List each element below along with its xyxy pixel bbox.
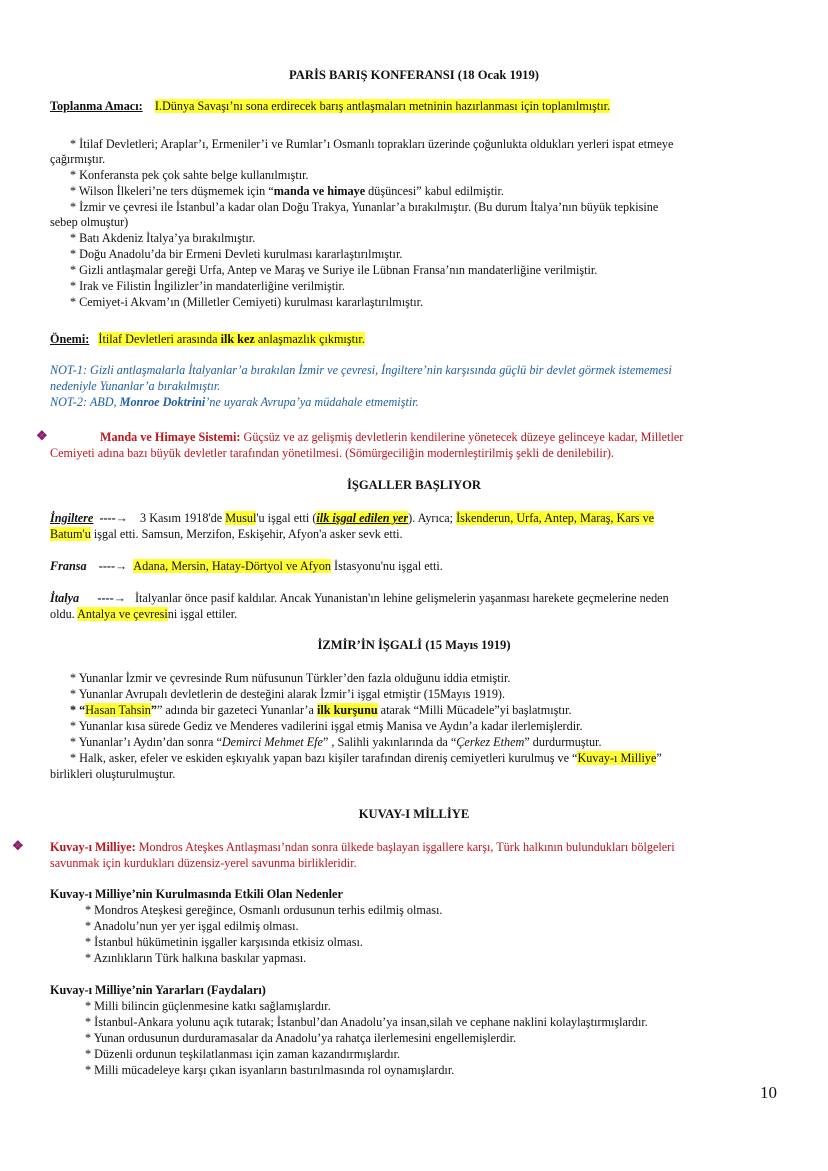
arrow-icon: ----→ xyxy=(98,559,128,573)
italya-line-1: İtalya ----→ İtalyanlar önce pasif kaldılar. Ancak Yunanistan'ın lehine gelişmelerin yaşanması harekete geçmelerine neden xyxy=(50,591,669,605)
not2-bold: Monroe Doktrini xyxy=(119,395,206,409)
b3-bold: manda ve himaye xyxy=(273,184,366,198)
yarar-4: * Düzenli ordunun teşkilatlanması için zaman kazandırmışlardır. xyxy=(85,1047,401,1061)
title-izmir: İZMİR’İN İŞGALİ (15 Mayıs 1919) xyxy=(317,638,511,652)
neden-3: * İstanbul hükümetinin işgaller karşısında etkisiz olması. xyxy=(85,935,363,949)
izmir-4: * Yunanlar kısa sürede Gediz ve Menderes vadilerini işgal etmiş Manisa ve Aydın’a kadar ilerlemişlerdir. xyxy=(70,719,583,733)
onem-text: İtilaf Devletleri arasında ilk kez anlaşmazlık çıkmıştır. xyxy=(98,332,365,346)
kuvay-hl: Kuvay-ı Milliye xyxy=(577,751,657,765)
izmir-3: * “Hasan Tahsin”” adında bir gazeteci Yunanlar’a ilk kurşunu atarak “Milli Mücadele”yi başlatmıştır. xyxy=(70,703,572,717)
amac-label: Toplanma Amacı: xyxy=(50,99,143,113)
yarar-1: * Milli bilincin güçlenmesine katkı sağlamışlardır. xyxy=(85,999,331,1013)
fransa-places-hl: Adana, Mersin, Hatay-Dörtyol ve Afyon xyxy=(133,559,331,573)
italya-label: İtalya xyxy=(50,591,80,605)
kuvay-def-a: Kuvay-ı Milliye: Mondros Ateşkes Antlaşması’ndan sonra ülkede başlayan işgallere karşı, Türk halkının bulundukları bölgeleri xyxy=(50,840,675,854)
onem-line xyxy=(50,332,365,347)
ingiltere-line-2: Batum'u işgal etti. Samsun, Merzifon, Eskişehir, Afyon'a asker sevk etti. xyxy=(50,527,403,541)
bullet-1b: çağırmıştır. xyxy=(50,152,106,166)
ingiltere-line-1: İngiltere ----→ 3 Kasım 1918'de Musul'u işgal etti (ilk işgal edilen yer). Ayrıca; İskenderun, Urfa, Antep, Maraş, Kars ve xyxy=(50,511,655,525)
neden-1: * Mondros Ateşkesi gereğince, Osmanlı ordusunun terhis edilmiş olması. xyxy=(85,903,443,917)
antalya-hl: Antalya ve çevresi xyxy=(77,607,168,621)
neden-4: * Azınlıkların Türk halkına baskılar yapması. xyxy=(85,951,307,965)
kuvay-def-b: savunmak için kurdukları düzensiz-yerel savunma birlikleridir. xyxy=(50,856,357,870)
not1a: NOT-1: Gizli antlaşmalarla İtalyanlar’a bırakılan İzmir ve çevresi, İngiltere’nin karşısında güçlü bir devlet görmek istememesi xyxy=(50,363,672,377)
bullet-6: * Doğu Anadolu’da bir Ermeni Devleti kurulması kararlaştırılmıştır. xyxy=(70,247,403,261)
bullet-5: * Batı Akdeniz İtalya’ya bırakılmıştır. xyxy=(70,231,256,245)
yarar-3: * Yunan ordusunun durduramasalar da Anadolu’ya rahatça ilerlemesini engellemişlerdir. xyxy=(85,1031,517,1045)
hasan-tahsin-hl: Hasan Tahsin xyxy=(85,703,151,717)
manda-label: Manda ve Himaye Sistemi: xyxy=(100,430,241,444)
neden-title: Kuvay-ı Milliye’nin Kurulmasında Etkili Olan Nedenler xyxy=(50,887,343,901)
izmir-5: * Yunanlar’ı Aydın’dan sonra “Demirci Mehmet Efe” , Salihli yakınlarında da “Çerkez Ethem” durdurmuştur. xyxy=(70,735,602,749)
onem-label: Önemi: xyxy=(50,332,90,346)
batum-hl: Batum'u xyxy=(50,527,91,541)
izmir-6b: birlikleri oluşturulmuştur. xyxy=(50,767,176,781)
diamond-icon: ❖ xyxy=(12,838,24,853)
bullet-4a: * İzmir ve çevresi ile İstanbul’a kadar olan Doğu Trakya, Yunanlar’a bırakılmıştır. (Bu durum İtalya’nın büyük tepkisine xyxy=(70,200,659,214)
bullet-1a: * İtilaf Devletleri; Araplar’ı, Ermeniler’i ve Rumlar’ı Osmanlı toprakları üzerinde çoğunlukta oldukları yerleri ispat etmeye xyxy=(70,137,674,151)
kuvay-label: Kuvay-ı Milliye: xyxy=(50,840,136,854)
arrow-icon: ----→ xyxy=(97,591,126,605)
bullet-3 xyxy=(70,184,504,199)
musul-hl: Musul xyxy=(225,511,257,525)
izmir-1: * Yunanlar İzmir ve çevresinde Rum nüfusunun Türkler’den fazla olduğunu iddia etmiştir. xyxy=(70,671,511,685)
yarar-5: * Milli mücadeleye karşı çıkan isyanların bastırılmasında rol oynamışlardır. xyxy=(85,1063,455,1077)
ing-places-hl: İskenderun, Urfa, Antep, Maraş, Kars ve xyxy=(456,511,655,525)
bullet-9: * Cemiyet-i Akvam’ın (Milletler Cemiyeti) kurulması kararlaştırılmıştır. xyxy=(70,295,424,309)
title-paris: PARİS BARIŞ KONFERANSI (18 Ocak 1919) xyxy=(289,68,539,82)
title-isgaller: İŞGALLER BAŞLIYOR xyxy=(346,478,482,492)
title-kuvay: KUVAY-I MİLLİYE xyxy=(358,807,470,821)
bullet-2: * Konferansta pek çok sahte belge kullanılmıştır. xyxy=(70,168,309,182)
yarar-2: * İstanbul-Ankara yolunu açık tutarak; İstanbul’dan Anadolu’ya insan,silah ve cephane naklini kolaylaştırmışlardır. xyxy=(85,1015,648,1029)
bullet-8: * Irak ve Filistin İngilizler’in mandaterliğine verilmiştir. xyxy=(70,279,345,293)
fransa-label: Fransa xyxy=(50,559,87,573)
izmir-2: * Yunanlar Avrupalı devletlerin de desteğini alarak İzmir’i işgal etmiştir (15Mayıs 1919). xyxy=(70,687,506,701)
ingiltere-label: İngiltere xyxy=(50,511,94,525)
amac-line xyxy=(50,99,610,114)
bullet-4b: sebep olmuştur) xyxy=(50,215,129,229)
not2: NOT-2: ABD, Monroe Doktrini’ne uyarak Avrupa’ya müdahale etmemiştir. xyxy=(50,395,419,409)
fransa-line: Fransa ----→ Adana, Mersin, Hatay-Dörtyol ve Afyon İstasyonu'nu işgal etti. xyxy=(50,559,443,573)
ilk-kursun-hl: ilk kurşunu xyxy=(316,703,378,717)
italya-line-2: oldu. Antalya ve çevresini işgal ettiler. xyxy=(50,607,238,621)
diamond-icon: ❖ xyxy=(36,428,48,443)
amac-text: I.Dünya Savaşı’nı sona erdirecek barış antlaşmaları metninin hazırlanması için toplanılmıştır. xyxy=(154,99,611,113)
yarar-title: Kuvay-ı Milliye’nin Yararları (Faydaları) xyxy=(50,983,266,997)
izmir-6: * Halk, asker, efeler ve eskiden eşkıyalık yapan bazı kişiler tarafından direniş cemiyetleri kurulmuş ve “Kuvay-ı Milliye” xyxy=(70,751,662,765)
page-number: 10 xyxy=(760,1083,777,1102)
ilk-isgal-hl: ilk işgal edilen yer xyxy=(316,511,409,525)
bullet-7: * Gizli antlaşmalar gereği Urfa, Antep ve Maraş ve Suriye ile Lübnan Fransa’nın mandaterliğine verilmiştir. xyxy=(70,263,598,277)
b3-pre: * Wilson İlkeleri’ne ters düşmemek için “ xyxy=(70,184,274,198)
manda-b: Cemiyeti adına bazı büyük devletler tarafından yönetilmesi. (Sömürgeciliğin modernleştirilmiş şekli de denilebilir). xyxy=(50,446,614,460)
not1b: nedeniyle Yunanlar’a bırakılmıştır. xyxy=(50,379,221,393)
neden-2: * Anadolu’nun yer yer işgal edilmiş olması. xyxy=(85,919,299,933)
manda-a: Manda ve Himaye Sistemi: Güçsüz ve az gelişmiş devletlerin kendilerine yönetecek düzeye gelinceye kadar, Milletler xyxy=(100,430,684,444)
arrow-icon: ----→ xyxy=(99,511,128,525)
b3-post: düşüncesi” kabul edilmiştir. xyxy=(365,184,504,198)
